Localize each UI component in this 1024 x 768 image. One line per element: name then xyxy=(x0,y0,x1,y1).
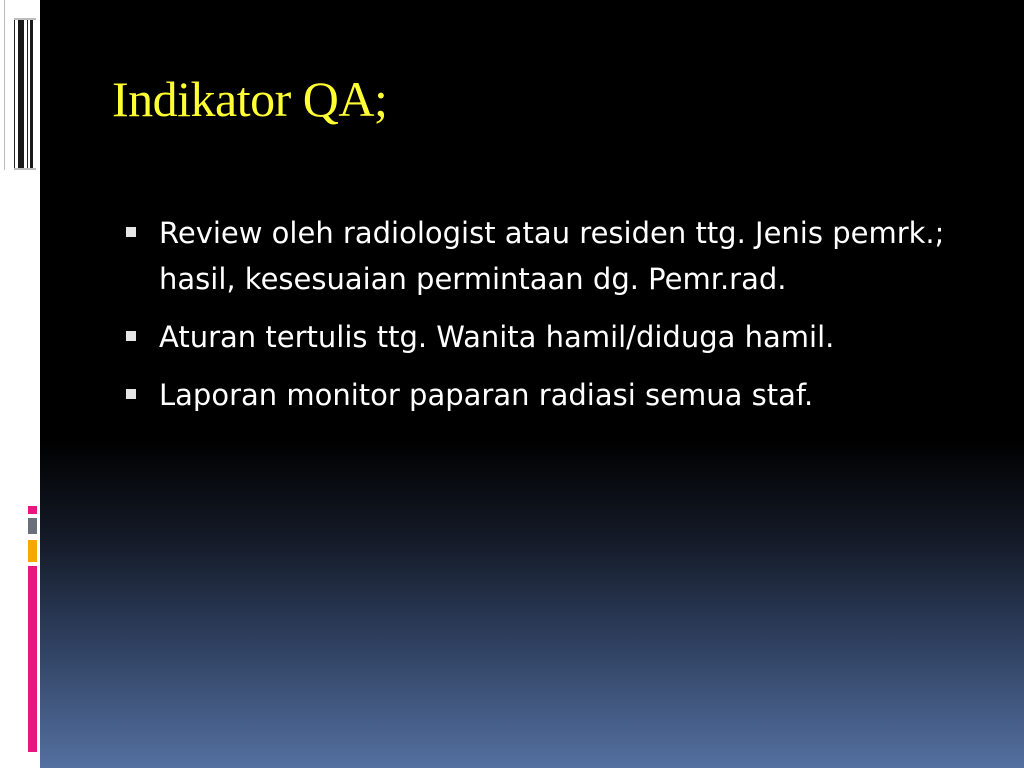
square-bullet-icon xyxy=(126,227,136,237)
left-decorative-bar xyxy=(0,0,40,768)
bullet-text: Laporan monitor paparan radiasi semua staf. xyxy=(159,378,814,412)
bullet-text: Review oleh radiologist atau residen ttg. Jenis pemrk.; hasil, kesesuaian permintaan dg. Pemr.rad. xyxy=(159,216,945,296)
slide-title: Indikator QA; xyxy=(112,71,388,127)
list-item xyxy=(126,210,966,302)
list-item xyxy=(126,314,966,360)
bullet-list xyxy=(126,210,966,430)
square-bullet-icon xyxy=(126,331,136,341)
square-bullet-icon xyxy=(126,389,136,399)
accent-mark-pink-small xyxy=(28,506,37,514)
bullet-text: Aturan tertulis ttg. Wanita hamil/diduga hamil. xyxy=(159,320,835,354)
top-stripes-decoration xyxy=(0,0,40,170)
accent-mark-gray xyxy=(28,518,37,534)
list-item xyxy=(126,372,966,418)
accent-mark-pink-long xyxy=(28,566,37,752)
accent-mark-orange xyxy=(28,540,37,562)
